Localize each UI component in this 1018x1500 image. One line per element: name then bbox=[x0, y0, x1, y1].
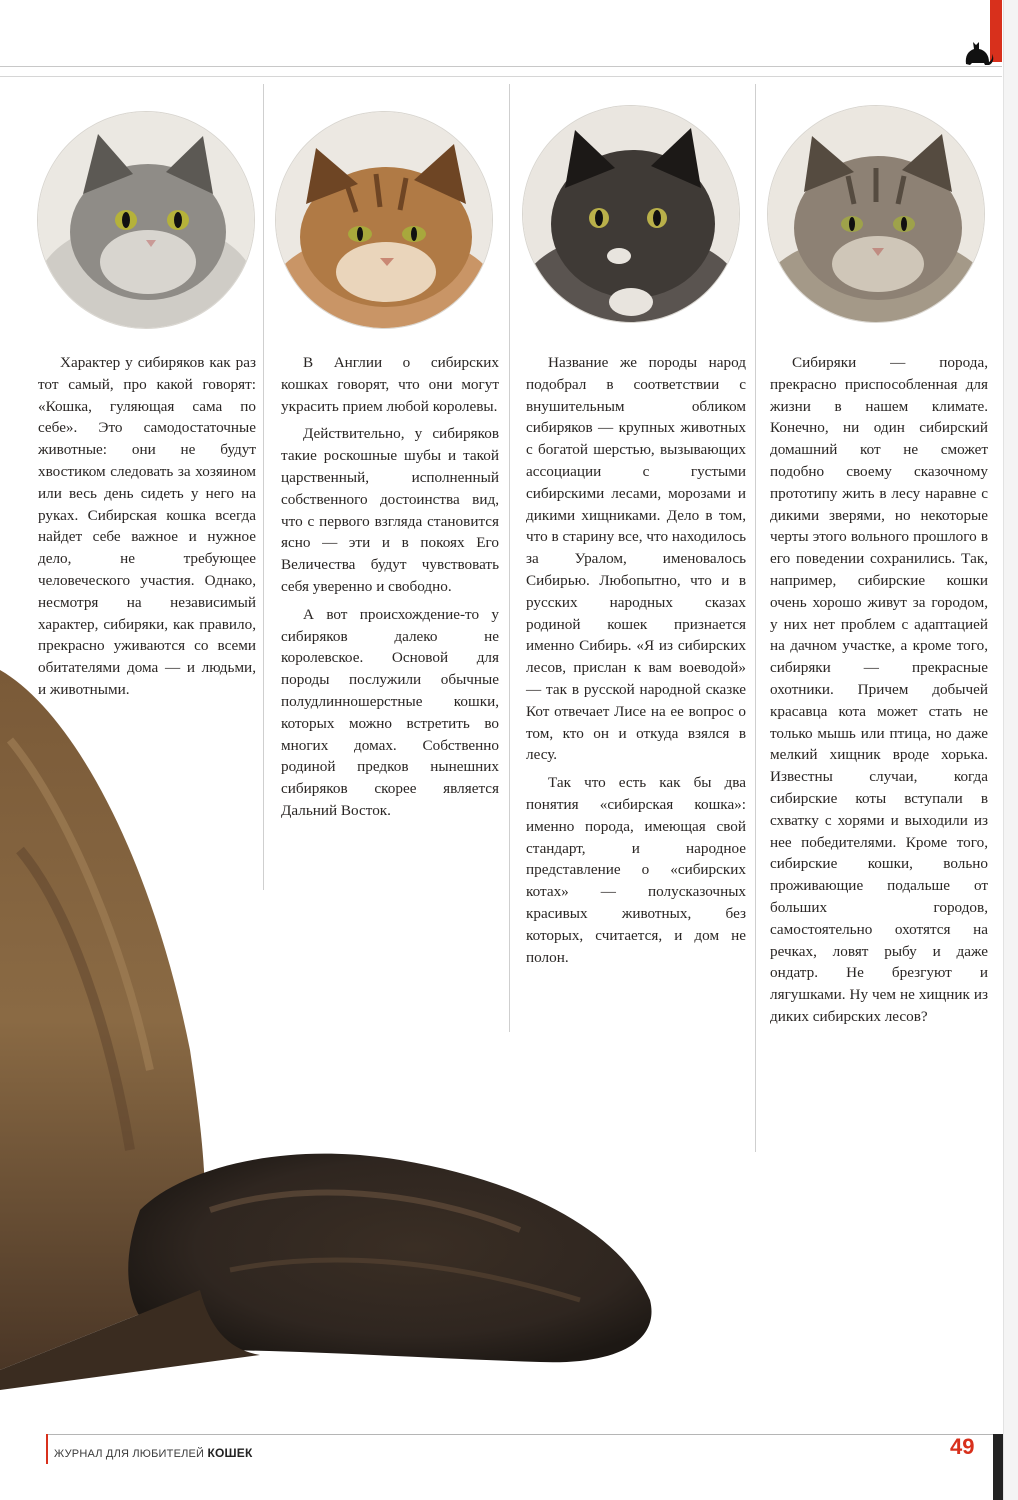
article-column-3 bbox=[526, 352, 746, 974]
header-rule bbox=[0, 66, 1002, 67]
footer-edge-bar bbox=[993, 1434, 1003, 1500]
paragraph: Характер у сибиряков как раз тот самый, про какой говорят: «Кошка, гуляющая сама по себе». Это самодостаточные животные: они не будут хвостиком следовать за хозяином или весь день сидеть у него на руках. Сибирская кошка всегда найдет себе важное и нужное дело, не требующее человеческого участия. Однако, несмотря на независимый характер, сибиряки, как правило, прекрасно уживаются со всеми обитателями дома — и людьми, и животными. bbox=[38, 354, 256, 698]
cat-portrait-3 bbox=[523, 106, 739, 322]
cat-portrait-1 bbox=[38, 112, 254, 328]
footer-rule bbox=[46, 1434, 1002, 1435]
header-rule-secondary bbox=[0, 76, 1002, 77]
paragraph: А вот происхождение-то у сибиряков далеко не королевское. Основой для породы послужили обычные полудлинношерстные кошки, которых можно встретить во многих домах. Собственно родиной предков нынешних сибиряков скорее является Дальний Восток. bbox=[281, 605, 499, 819]
article-column-4 bbox=[770, 352, 988, 1034]
cat-portrait-black-smoke-icon bbox=[523, 106, 739, 322]
paragraph: Так что есть как бы два понятия «сибирская кошка»: именно порода, имеющая свой стандарт, и народное представление о «сибирских котах» — полусказочных красивых животных, без которых, считается, и дом не полон. bbox=[526, 774, 746, 966]
page-number: 49 bbox=[950, 1434, 975, 1459]
cat-portrait-4 bbox=[768, 106, 984, 322]
paragraph: Действительно, у сибиряков такие роскошные шубы и такой царственный, исполненный собственного достоинства вид, что с первого взгляда становится ясно — эти и в покоях Его Величества будут чувствовать себя уверенно и свободно. bbox=[281, 425, 499, 595]
article-column-2 bbox=[281, 352, 499, 828]
paragraph: Сибиряки — порода, прекрасно приспособленная для жизни в нашем климате. Конечно, ни один сибирский домашний кот не сможет подобно своему сказочному прототипу жить в лесу наравне с дикими зверями, но некоторые черты этого вольного прошлого в его поведении сохранились. Так, например, сибирские кошки очень хорошо живут за городом, у них нет проблем с адаптацией на дачном участке, а кроме того, сибиряки — прекрасные охотники. Причем добычей красавца кота может стать не только мышь или птица, но даже мелкий хищник вроде хорька. Известны случаи, когда сибирские коты вступали в схватку с хорями и выходили из нее победителями. Кроме того, сибирские кошки, вольно проживающие подальше от больших городов, самостоятельно охотятся на речках, ловят рыбу и даже ондатр. Не брезгуют и лягушками. Ну чем не хищник из диких сибирских лесов? bbox=[770, 354, 988, 1025]
cat-portrait-grey-tabby-icon bbox=[768, 106, 984, 322]
page-edge bbox=[1003, 0, 1018, 1500]
column-divider bbox=[755, 84, 756, 1152]
footer-prefix: ЖУРНАЛ ДЛЯ ЛЮБИТЕЛЕЙ bbox=[54, 1448, 205, 1460]
cat-portrait-2 bbox=[276, 112, 492, 328]
footer-brand: КОШЕК bbox=[207, 1446, 253, 1460]
article-column-1 bbox=[38, 352, 256, 707]
cat-portrait-tabby-red-icon bbox=[276, 112, 492, 328]
paragraph: Название же породы народ подобрал в соответствии с внушительным обликом сибиряков — крупных животных с богатой шерстью, вызывающих ассоциации с густыми сибирскими лесами, морозами и дикими хищниками. Дело в том, что в старину все, что находилось за Уралом, именовалось Сибирью. Любопытно, что и в русских народных сказах родиной кошек признается именно Сибирь. «Я из сибирских лесов, прислан к вам воеводой» — так в русской народной сказке Кот отвечает Лисе на ее вопрос о том, кто он и откуда взялся в лесу. bbox=[526, 354, 746, 764]
paragraph: В Англии о сибирских кошках говорят, что они могут украсить прием любой королевы. bbox=[281, 354, 499, 415]
magazine-footer-label bbox=[54, 1446, 252, 1460]
footer-accent-tick bbox=[46, 1434, 48, 1464]
cat-silhouette-logo-icon bbox=[958, 30, 998, 70]
cat-portrait-grey-icon bbox=[38, 112, 254, 328]
